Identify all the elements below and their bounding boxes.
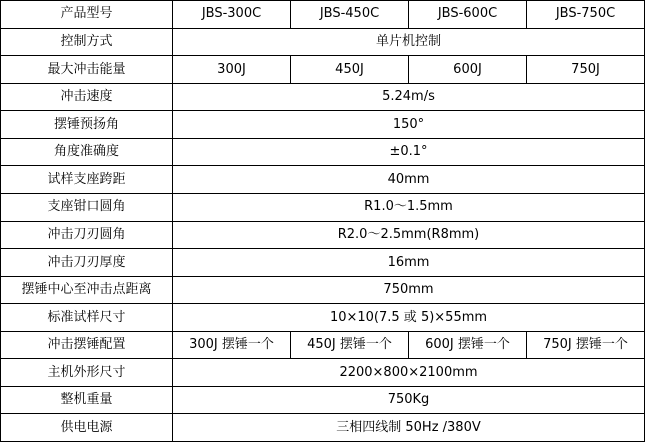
row-value: 300J 摆锤一个 xyxy=(173,331,291,359)
table-row xyxy=(1,56,645,84)
row-label: 试样支座跨距 xyxy=(1,166,173,194)
row-value: 40mm xyxy=(173,166,645,194)
row-label: 主机外形尺寸 xyxy=(1,359,173,387)
row-label: 冲击刀刃厚度 xyxy=(1,249,173,277)
table-row xyxy=(1,111,645,139)
table-row xyxy=(1,386,645,414)
row-label: 最大冲击能量 xyxy=(1,56,173,84)
row-value: 5.24m/s xyxy=(173,83,645,111)
row-value: R2.0～2.5mm(R8mm) xyxy=(173,221,645,249)
row-value: 600J 摆锤一个 xyxy=(409,331,527,359)
row-value: 150° xyxy=(173,111,645,139)
table-row xyxy=(1,193,645,221)
row-value: 750J xyxy=(527,56,645,84)
row-value: 16mm xyxy=(173,249,645,277)
row-value: 2200×800×2100mm xyxy=(173,359,645,387)
row-value: 三相四线制 50Hz /380V xyxy=(173,414,645,442)
row-value: 10×10(7.5 或 5)×55mm xyxy=(173,304,645,332)
table-row xyxy=(1,28,645,56)
row-label: 冲击速度 xyxy=(1,83,173,111)
row-value: 600J xyxy=(409,56,527,84)
row-value: 300J xyxy=(173,56,291,84)
table-row xyxy=(1,138,645,166)
row-label: 冲击刀刃圆角 xyxy=(1,221,173,249)
table-row xyxy=(1,166,645,194)
table-row xyxy=(1,83,645,111)
row-value: 750J 摆锤一个 xyxy=(527,331,645,359)
row-value: JBS-300C xyxy=(173,1,291,29)
row-label: 摆锤预扬角 xyxy=(1,111,173,139)
row-label: 摆锤中心至冲击点距离 xyxy=(1,276,173,304)
row-label: 供电电源 xyxy=(1,414,173,442)
row-value: JBS-750C xyxy=(527,1,645,29)
row-value: 单片机控制 xyxy=(173,28,645,56)
row-value: 450J xyxy=(291,56,409,84)
row-label: 角度准确度 xyxy=(1,138,173,166)
row-value: 450J 摆锤一个 xyxy=(291,331,409,359)
table-row xyxy=(1,414,645,442)
table-row xyxy=(1,304,645,332)
table-row xyxy=(1,359,645,387)
row-value: JBS-450C xyxy=(291,1,409,29)
row-label: 产品型号 xyxy=(1,1,173,29)
row-value: R1.0～1.5mm xyxy=(173,193,645,221)
row-label: 标准试样尺寸 xyxy=(1,304,173,332)
row-value: 750mm xyxy=(173,276,645,304)
row-label: 整机重量 xyxy=(1,386,173,414)
table-body xyxy=(1,1,645,442)
table-row xyxy=(1,276,645,304)
table-row xyxy=(1,249,645,277)
table-row xyxy=(1,331,645,359)
row-label: 控制方式 xyxy=(1,28,173,56)
row-value: 750Kg xyxy=(173,386,645,414)
table-row xyxy=(1,221,645,249)
row-label: 冲击摆锤配置 xyxy=(1,331,173,359)
row-value: JBS-600C xyxy=(409,1,527,29)
row-label: 支座钳口圆角 xyxy=(1,193,173,221)
row-value: ±0.1° xyxy=(173,138,645,166)
table-row xyxy=(1,1,645,29)
